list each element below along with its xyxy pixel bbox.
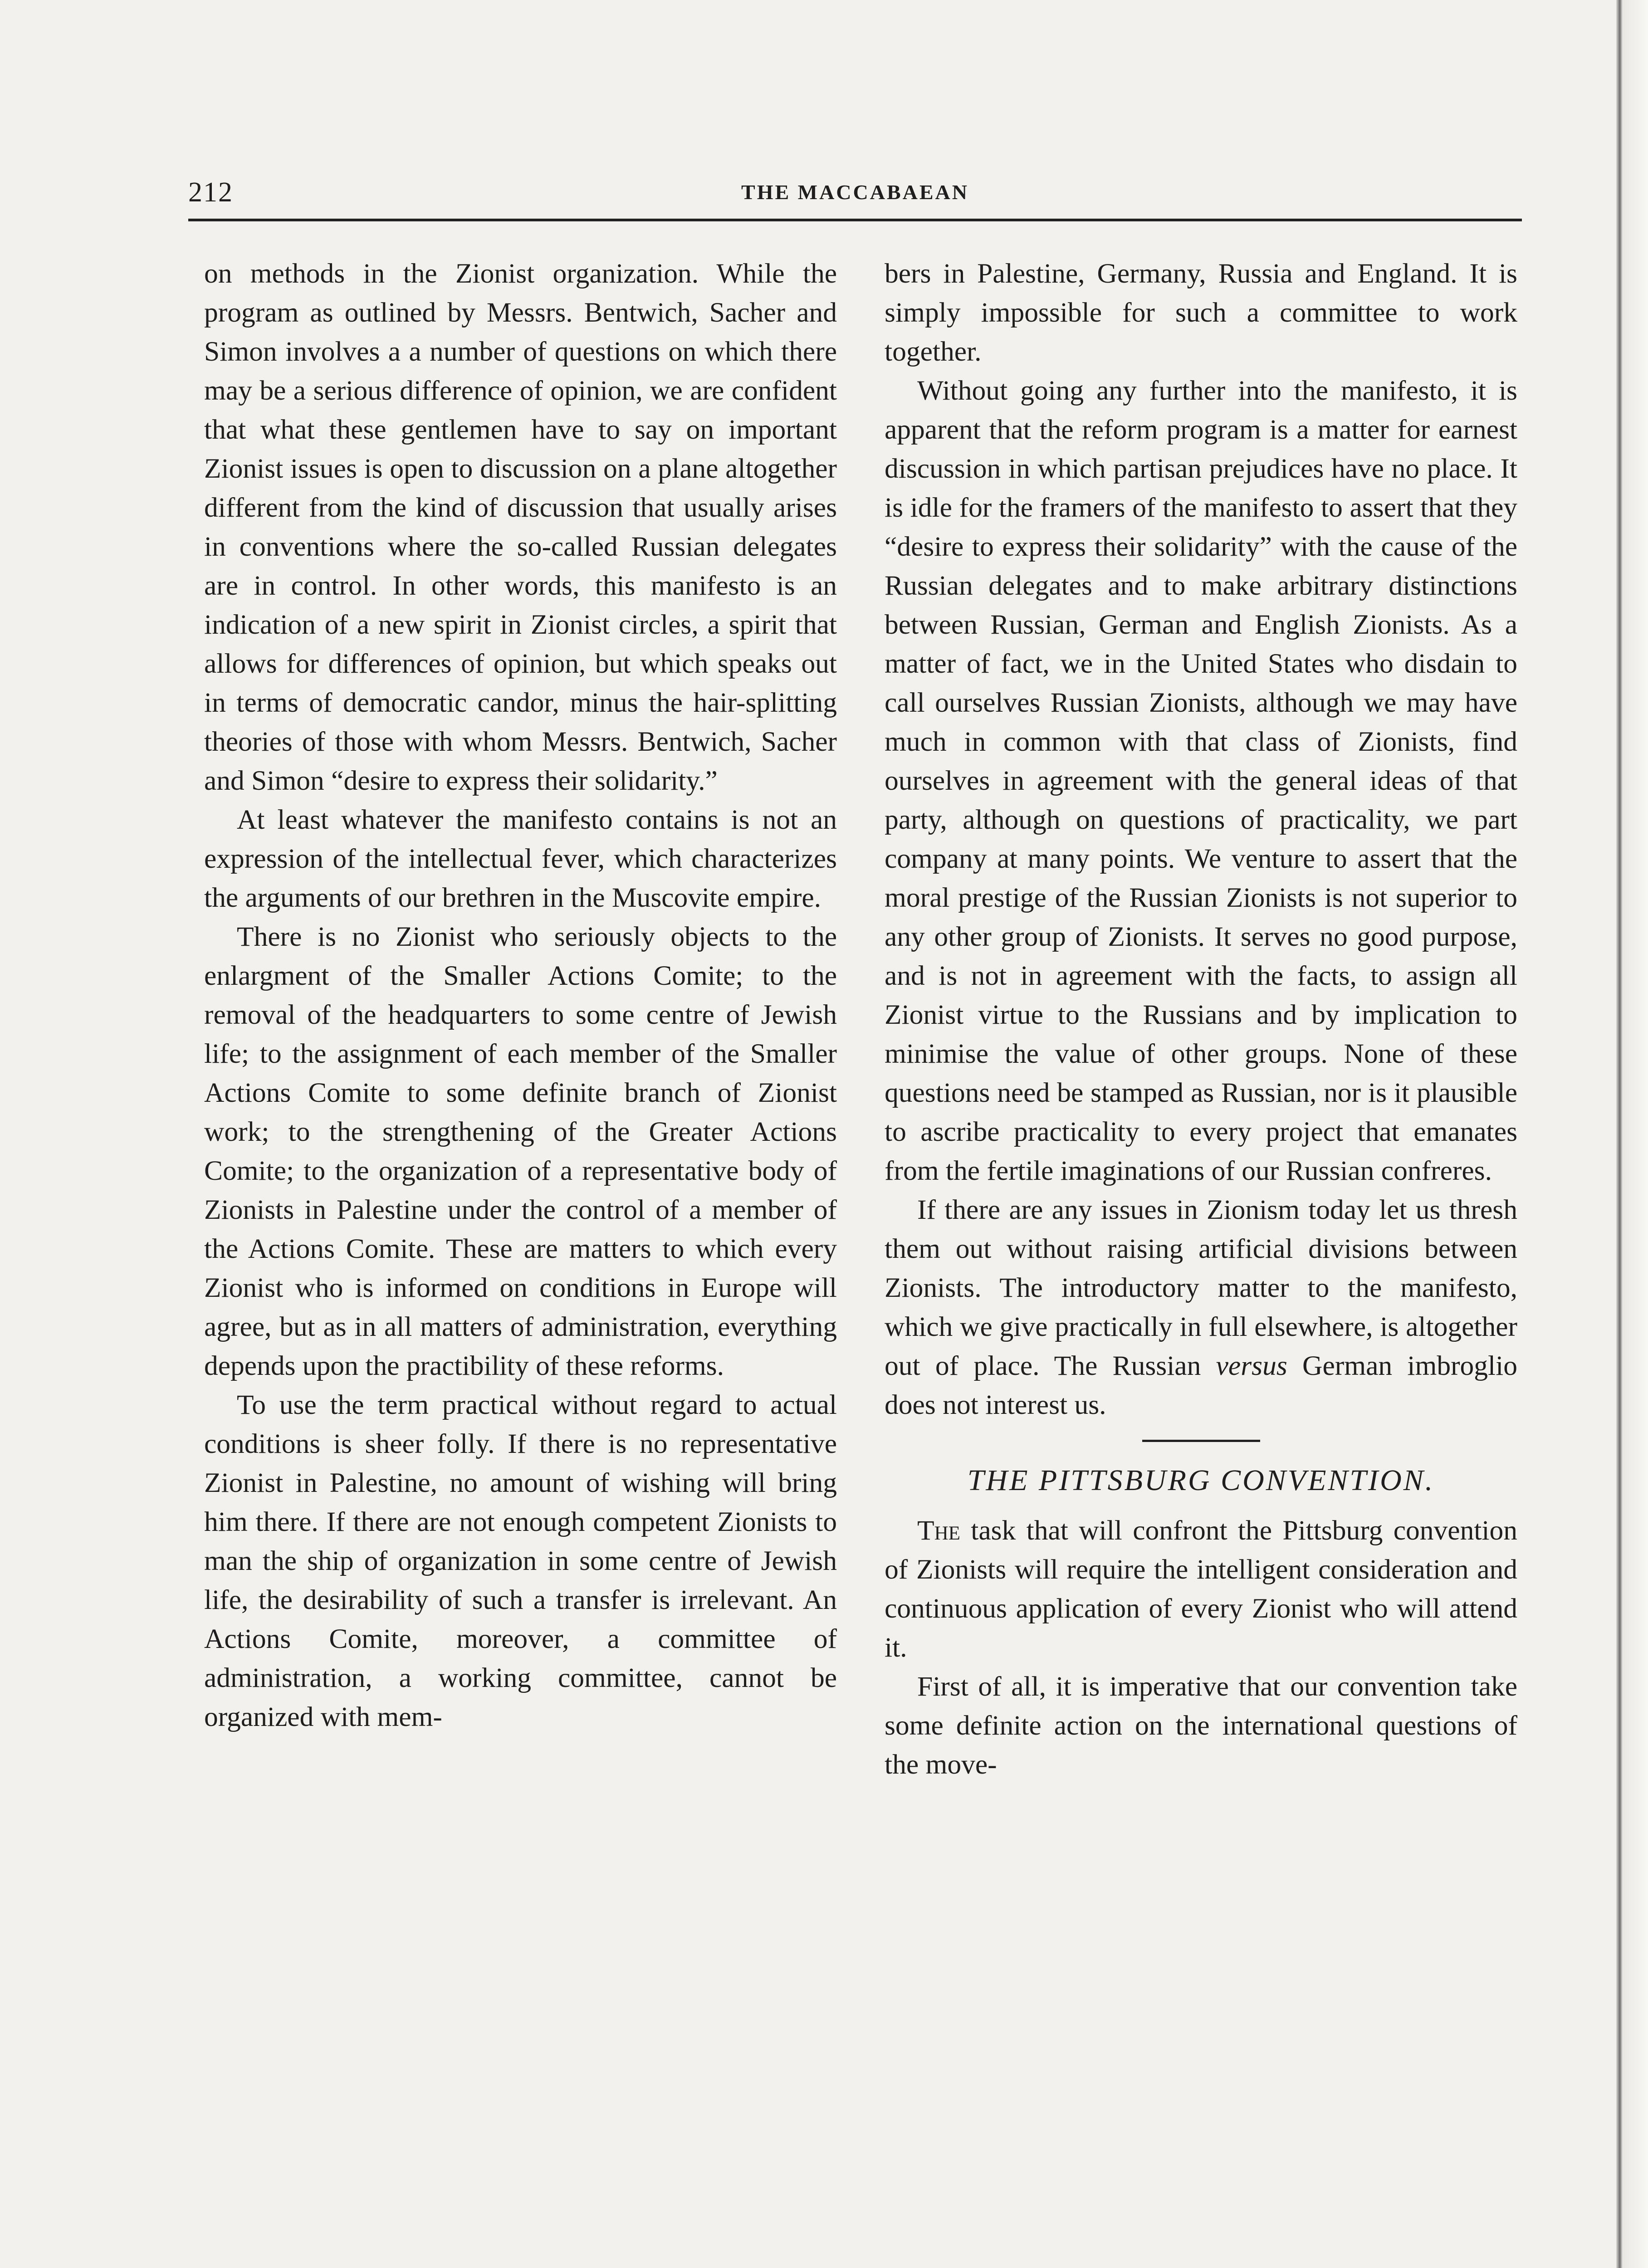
right-column: [885, 254, 1517, 1784]
left-paragraph-3: There is no Zionist who seriously objects to the enlargment of the Smaller Actions Comite; to the removal of the headquarters to some centre of Jewish life; to the assignment of each member of the Smaller Actions Comite to some definite branch of Zionist work; to the strengthening of the Greater Actions Comite; to the organization of a representative body of Zionists in Palestine under the control of a member of the Actions Comite. These are matters to which every Zionist who is informed on conditions in Europe will agree, but as in all matters of administration, everything depends upon the practibility of these reforms.: [204, 921, 837, 1381]
left-column: [204, 254, 837, 1736]
section-heading: THE PITTSBURG CONVENTION.: [967, 1464, 1435, 1497]
section-divider: [1142, 1440, 1260, 1442]
left-paragraph-4: To use the term practical without regard to actual conditions is sheer folly. If there is no representative Zionist in Palestine, no amount of wishing will bring him there. If there are not enough competent Zionists to man the ship of organization in some centre of Jewish life, the desirability of such a transfer is irrelevant. An Actions Comite, moreover, a committee of administration, a working committee, cannot be organized with mem-: [204, 1389, 837, 1732]
right-paragraph-1: Without going any further into the manifesto, it is apparent that the reform program is a matter for earnest discussion in which partisan prejudices have no place. It is idle for the framers of the manifesto to assert that they “desire to express their solidarity” with the cause of the Russian delegates and to make arbitrary distinctions between Russian, German and English Zionists. As a matter of fact, we in the United States who disdain to call ourselves Russian Zionists, although we may have much in common with that class of Zionists, find ourselves in agreement with the general ideas of that party, although on questions of practicality, we part company at many points. We venture to assert that the moral prestige of the Russian Zionists is not superior to any other group of Zionists. It serves no good purpose, and is not in agreement with the facts, to assign all Zionist virtue to the Russians and by implication to minimise the value of other groups. None of these questions need be stamped as Russian, nor is it plausible to ascribe practicality to every project that emanates from the fertile imaginations of our Russian confreres.: [885, 375, 1517, 1186]
header-rule: [188, 219, 1522, 221]
left-paragraph-1: on methods in the Zionist organization. While the program as outlined by Messrs. Bentwich, Sacher and Simon involves a a number of questions on which there may be a serious difference of opinion, we are confident that what these gentlemen have to say on important Zionist issues is open to discussion on a plane altogether different from the kind of discussion that usually arises in conventions where the so-called Russian delegates are in control. In other words, this manifesto is an indication of a new spirit in Zionist circles, a spirit that allows for differences of opinion, but which speaks out in terms of democratic candor, minus the hair-splitting theories of those with whom Messrs. Bentwich, Sacher and Simon “desire to express their solidarity.”: [204, 258, 837, 796]
page-number: 212: [188, 177, 233, 208]
right-paragraph-2: [885, 1190, 1517, 1424]
section-paragraph-2: First of all, it is imperative that our convention take some definite action on the international questions of the move-: [885, 1671, 1517, 1780]
section-paragraph-1: [885, 1511, 1517, 1667]
paragraph-text: German imbroglio does not interest us.: [885, 1350, 1517, 1420]
paragraph-text: If there are any issues in Zionism today let us thresh them out without raising artificial divisions between Zionists. The introductory matter to the manifesto, which we give practically in full elsewhere, is altogether out of place. The Russian: [885, 1194, 1517, 1381]
paragraph-text: task that will confront the Pittsburg convention of Zionists will require the intelligent consideration and continuous application of every Zionist who will attend it.: [885, 1515, 1517, 1663]
page-header: [188, 174, 1522, 210]
right-continuation: bers in Palestine, Germany, Russia and England. It is simply impossible for such a committee to work together.: [885, 258, 1517, 367]
lead-word: The: [917, 1515, 960, 1546]
left-paragraph-2: At least whatever the manifesto contains is not an expression of the intellectual fever, which characterizes the arguments of our brethren in the Muscovite empire.: [204, 804, 837, 913]
italic-word: versus: [1216, 1350, 1287, 1381]
running-title: THE MACCABAEAN: [741, 181, 969, 204]
page-edge-shadow: [1616, 0, 1648, 2268]
